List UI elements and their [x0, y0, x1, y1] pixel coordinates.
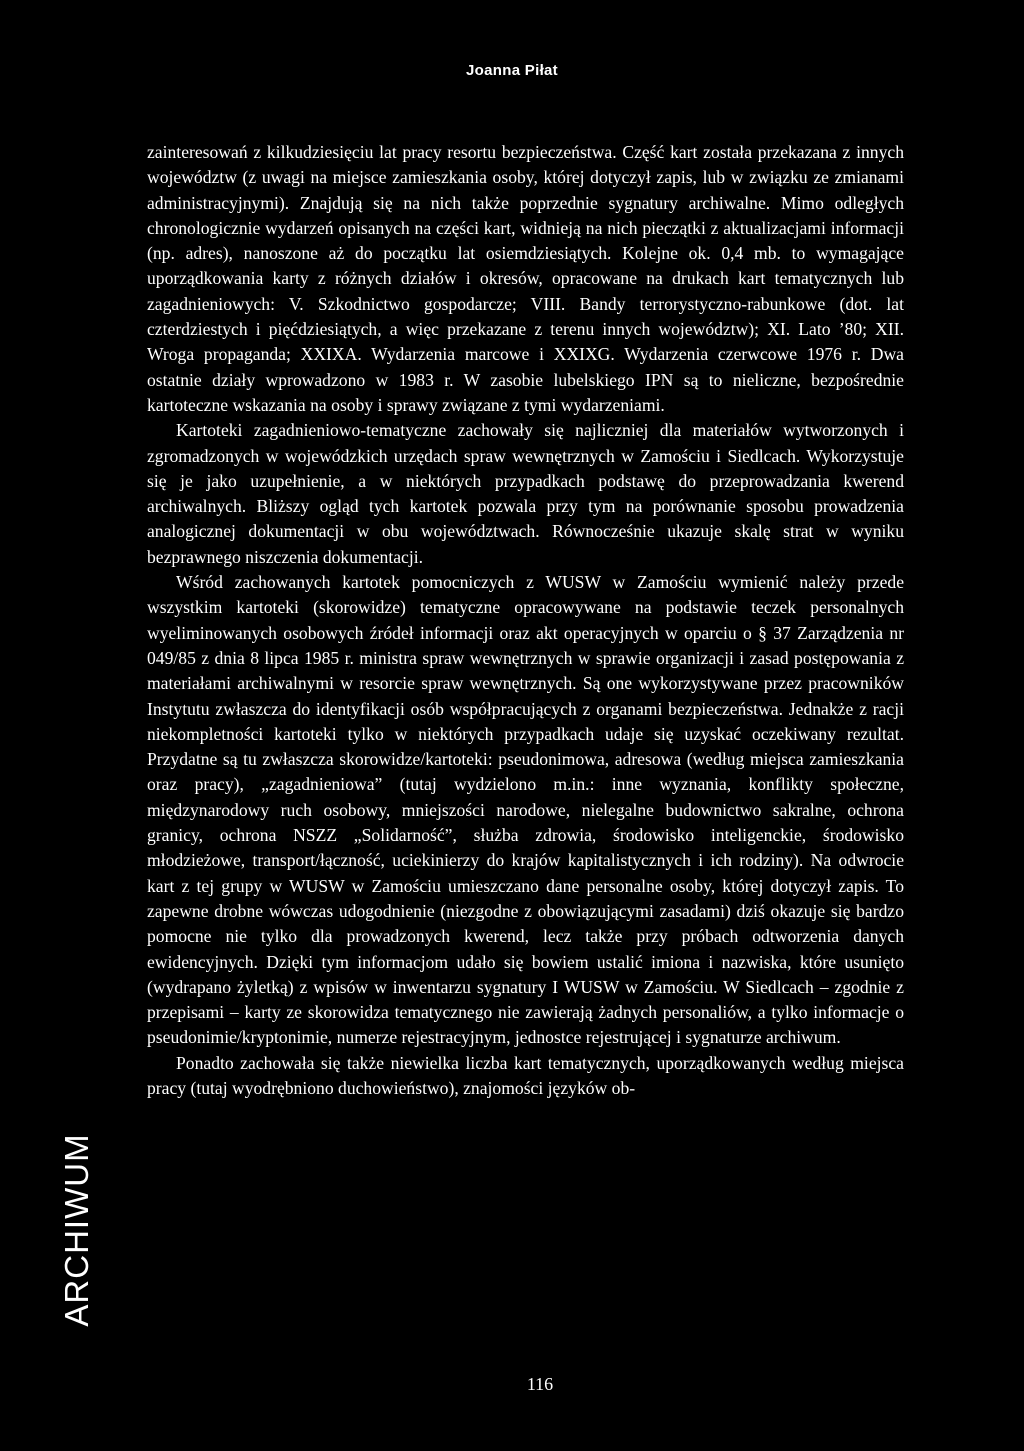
page-number: 116 [526, 1374, 554, 1394]
journal-side-label [57, 1130, 97, 1330]
paragraph-ponadto: Ponadto zachowała się także niewielka liczba kart tematycznych, uporządkowanych według miejsca pracy (tutaj wyodrębniono duchowieństwo), znajomości języków ob- [147, 1052, 904, 1098]
paragraph-continuation: zainteresowań z kilkudziesięciu lat pracy resortu bezpieczeństwa. Część kart została przekazana z innych województw (z uwagi na miejsce zamieszkania osoby, której dotyczył zapis, lub w związku ze zmianami administracyjnymi). Znajdują się na nich także poprzednie sygnatury archiwalne. Mimo odległych chronologicznie wydarzeń opisanych na części kart, widnieją na nich pieczątki z aktualizacjami informacji (np. adres), nanoszone aż do początku lat osiemdziesiątych. Kolejne ok. 0,4 mb. to wymagające uporządkowania karty z różnych działów i okresów, opracowane na drukach kart tematycznych lub zagadnieniowych: V. Szkodnictwo gospodarcze; VIII. Bandy terrorystyczno-rabunkowe (dot. lat czterdziestych i pięćdziesiątych, a więc przekazane z terenu innych województw); XI. Lato ’80; XII. Wroga propaganda; XXIXA. Wydarzenia marcowe i XXIXG. Wydarzenia czerwcowe 1976 r. Dwa ostatnie działy wprowadzono w 1983 r. W zasobie lubelskiego IPN są to nieliczne, bezpośrednie kartoteczne wskazania na osoby i sprawy związane z tymi wydarzeniami. [147, 142, 904, 415]
journal-side-label-text: ARCHIWUM [58, 1133, 95, 1327]
running-head-author: Joanna Piłat [466, 62, 558, 79]
article-body [147, 140, 904, 1101]
paragraph-wusw-zamosc: Wśród zachowanych kartotek pomocniczych z WUSW w Zamościu wymienić należy przede wszystkim kartoteki (skorowidze) tematyczne opracowywane na podstawie teczek personalnych wyeliminowanych osobowych źródeł informacji oraz akt operacyjnych w oparciu o § 37 Zarządzenia nr 049/85 z dnia 8 lipca 1985 r. ministra spraw wewnętrznych w sprawie organizacji i zasad postępowania z materiałami archiwalnymi w resorcie spraw wewnętrznych. Są one wykorzystywane przez pracowników Instytutu zwłaszcza do identyfikacji osób współpracujących z organami bezpieczeństwa. Jednakże z racji niekompletności kartoteki tylko w niektórych przypadkach udaje się uzyskać oczekiwany rezultat. Przydatne są tu zwłaszcza skorowidze/kartoteki: pseudonimowa, adresowa (według miejsca zamieszkania oraz pracy), „zagadnieniowa” (tutaj wydzielono m.in.: inne wyznania, konflikty społeczne, międzynarodowy ruch osobowy, mniejszości narodowe, nielegalne budownictwo sakralne, ochrona granicy, ochrona NSZZ „Solidarność”, służba zdrowia, środowisko inteligenckie, środowisko młodzieżowe, transport/łączność, uciekinierzy do krajów kapitalistycznych i ich rodziny). Na odwrocie kart z tej grupy w WUSW w Zamościu umieszczano dane personalne osoby, której dotyczył zapis. To zapewne drobne wówczas udogodnienie (niezgodne z obowiązującymi zasadami) dziś okazuje się bardzo pomocne nie tylko dla prowadzonych kwerend, lecz także przy próbach odtworzenia danych ewidencyjnych. Dzięki tym informacjom udało się bowiem ustalić imiona i nazwiska, które usunięto (wydrapano żyletką) z wpisów w inwentarzu sygnatury I WUSW w Zamościu. W Siedlcach – zgodnie z przepisami – karty ze skorowidza tematycznego nie zawierają żadnych personaliów, a tylko informacje o pseudonimie/kryptonimie, numerze rejestracyjnym, jednostce rejestrującej i sygnaturze archiwum. [147, 572, 904, 1048]
paragraph-kartoteki: Kartoteki zagadnieniowo-tematyczne zachowały się najliczniej dla materiałów wytworzonych i zgromadzonych w wojewódzkich urzędach spraw wewnętrznych w Zamościu i Siedlcach. Wykorzystuje się je jako uzupełnienie, a w niektórych przypadkach podstawę do przeprowadzania kwerend archiwalnych. Bliższy ogląd tych kartotek pozwala przy tym na porównanie sposobu prowadzenia analogicznej dokumentacji w obu województwach. Równocześnie ukazuje skalę strat w wyniku bezprawnego niszczenia dokumentacji. [147, 420, 904, 567]
